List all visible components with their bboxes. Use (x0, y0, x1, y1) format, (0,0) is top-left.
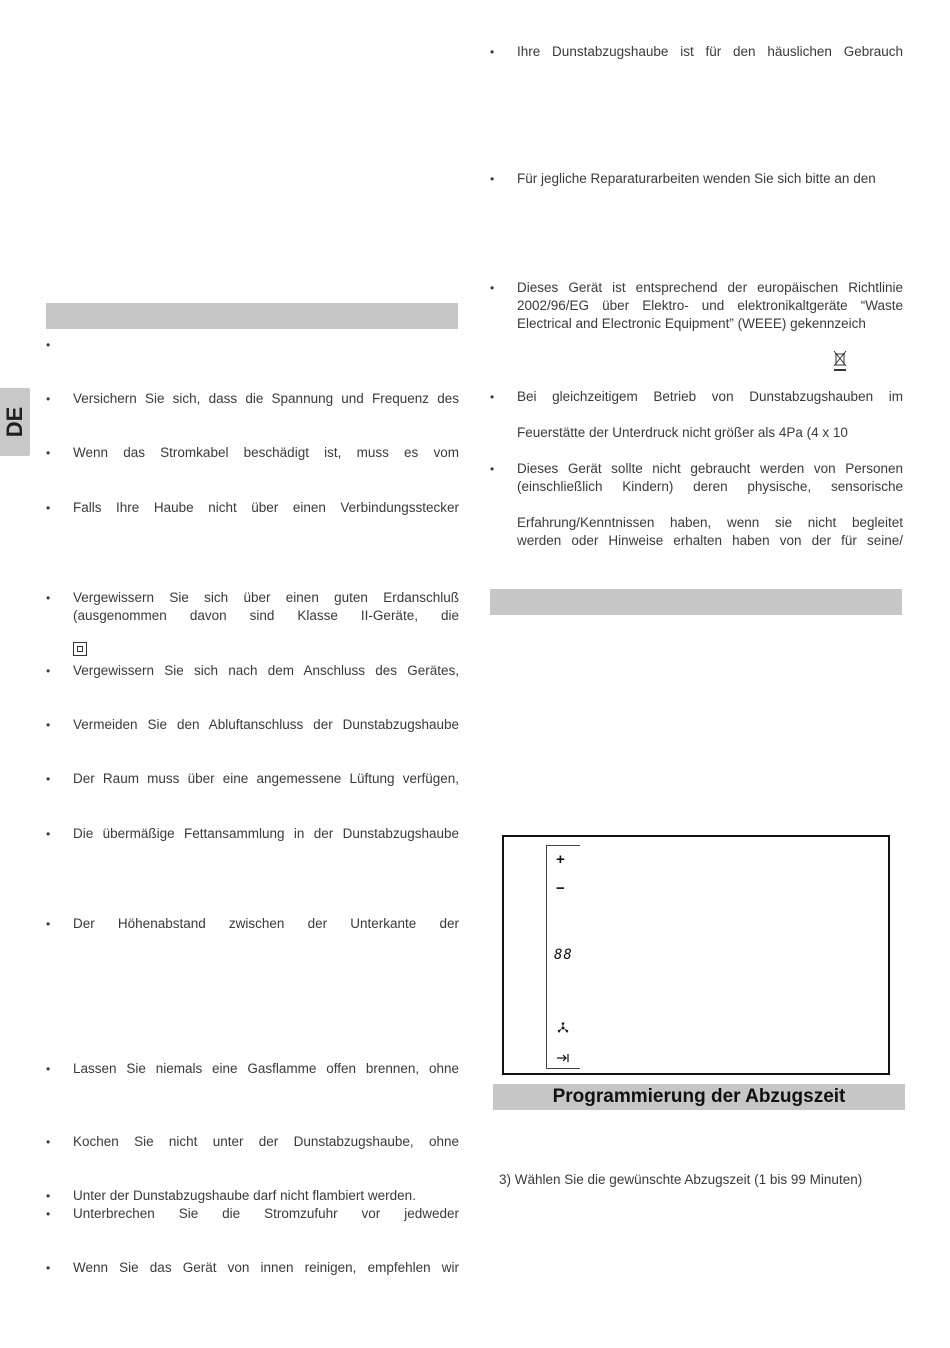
bullet: • (490, 390, 495, 404)
right-item-4: Bei gleichzeitigem Betrieb von Dunstabzugshauben im (517, 389, 903, 404)
left-item-12: Unter der Dunstabzugshaube darf nicht flambiert werden. (73, 1188, 416, 1203)
section-title: Programmierung der Abzugszeit (493, 1084, 905, 1110)
bullet: • (46, 501, 51, 515)
panel-divider (546, 845, 547, 1069)
left-item-11: Kochen Sie nicht unter der Dunstabzugshaube, ohne (73, 1134, 459, 1149)
right-item-2: Für jegliche Reparaturarbeiten wenden Sie sich bitte an den (517, 171, 876, 186)
bullet: • (46, 1062, 51, 1076)
right-item-3-line2: 2002/96/EG über Elektro- und elektronikaltgeräte “Waste (517, 298, 903, 313)
panel-tick (546, 845, 580, 846)
bullet: • (46, 338, 51, 352)
left-item-1: Versichern Sie sich, dass die Spannung und Frequenz des (73, 391, 459, 406)
left-item-3: Falls Ihre Haube nicht über einen Verbindungsstecker (73, 500, 459, 515)
bullet: • (46, 664, 51, 678)
left-section-header-bar (46, 303, 458, 329)
timer-display: 88 (554, 947, 573, 963)
minus-button[interactable]: − (556, 880, 565, 897)
left-item-4-line2: (ausgenommen davon sind Klasse II-Geräte, die (73, 608, 459, 623)
timer-icon[interactable] (557, 1053, 571, 1063)
right-section-header-bar (490, 589, 902, 615)
bullet: • (46, 718, 51, 732)
class-ii-symbol-icon (73, 642, 87, 656)
bullet: • (46, 1189, 51, 1203)
bullet: • (46, 1261, 51, 1275)
right-item-4-line2: Feuerstätte der Unterdruck nicht größer als 4Pa (4 x 10 (517, 425, 848, 440)
left-item-10: Lassen Sie niemals eine Gasflamme offen brennen, ohne (73, 1061, 459, 1076)
language-tab (0, 388, 30, 456)
right-item-5-line2: (einschließlich Kindern) deren physische, sensorische (517, 479, 903, 494)
left-item-14: Wenn Sie das Gerät von innen reinigen, empfehlen wir (73, 1260, 459, 1275)
bullet: • (490, 462, 495, 476)
right-item-5: Dieses Gerät sollte nicht gebraucht werden von Personen (517, 461, 903, 476)
left-item-6: Vermeiden Sie den Abluftanschluss der Dunstabzugshaube (73, 717, 459, 732)
bullet: • (46, 772, 51, 786)
right-item-5-line3: Erfahrung/Kenntnissen haben, wenn sie nicht begleitet (517, 515, 903, 530)
left-item-7: Der Raum muss über eine angemessene Lüftung verfügen, (73, 771, 459, 786)
left-item-5: Vergewissern Sie sich nach dem Anschluss des Gerätes, (73, 663, 459, 678)
left-item-4: Vergewissern Sie sich über einen guten Erdanschluß (73, 590, 459, 605)
bullet: • (46, 591, 51, 605)
right-item-3: Dieses Gerät ist entsprechend der europäischen Richtlinie (517, 280, 903, 295)
bullet: • (46, 917, 51, 931)
right-item-1: Ihre Dunstabzugshaube ist für den häuslichen Gebrauch (517, 44, 903, 59)
step-3-text: 3) Wählen Sie die gewünschte Abzugszeit (1 bis 99 Minuten) (499, 1172, 863, 1187)
bullet: • (46, 827, 51, 841)
weee-bin-icon (833, 350, 847, 372)
left-item-8: Die übermäßige Fettansammlung in der Dunstabzugshaube (73, 826, 459, 841)
control-panel-diagram (502, 835, 890, 1075)
left-item-2: Wenn das Stromkabel beschädigt ist, muss es vom (73, 445, 459, 460)
bullet: • (46, 446, 51, 460)
bullet: • (490, 45, 495, 59)
right-item-5-line4: werden oder Hinweise erhalten haben von der für seine/ (517, 533, 903, 548)
bullet: • (46, 392, 51, 406)
bullet: • (46, 1135, 51, 1149)
fan-icon[interactable] (557, 1022, 569, 1034)
right-item-3-line3: Electrical and Electronic Equipment” (WEEE) gekennzeich (517, 316, 866, 331)
bullet: • (490, 281, 495, 295)
bullet: • (490, 172, 495, 186)
left-item-9: Der Höhenabstand zwischen der Unterkante der (73, 916, 459, 931)
bullet: • (46, 1207, 51, 1221)
left-item-13: Unterbrechen Sie die Stromzufuhr vor jedweder (73, 1206, 459, 1221)
panel-tick (546, 1068, 580, 1069)
plus-button[interactable]: + (556, 851, 565, 868)
language-tab-label: DE (2, 406, 27, 438)
